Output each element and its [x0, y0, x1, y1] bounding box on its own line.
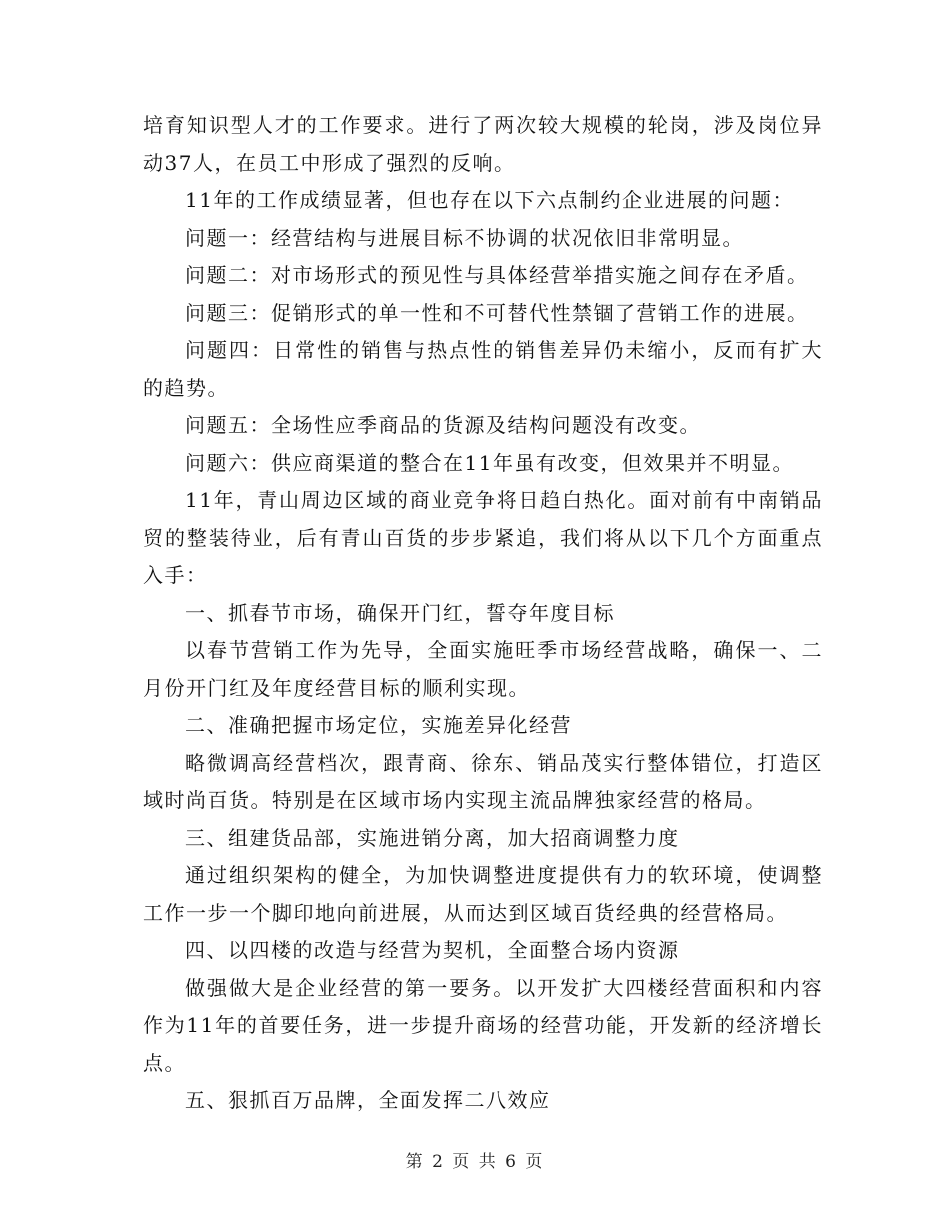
section-heading-4: 四、以四楼的改造与经营为契机，全面整合场内资源 — [185, 938, 680, 962]
document-body — [143, 107, 823, 1120]
section-body-4: 做强做大是企业经营的第一要务。以开发扩大四楼经营面积和内容作为11年的首要任务，进一步提升商场的经营功能，开发新的经济增长点。 — [143, 975, 823, 1075]
paragraph-summary: 11年的工作成绩显著，但也存在以下六点制约企业进展的问题： — [185, 188, 794, 212]
paragraph-problem-2: 问题二：对市场形式的预见性与具体经营举措实施之间存在矛盾。 — [185, 263, 809, 287]
paragraph-competition: 11年，青山周边区域的商业竞争将日趋白热化。面对前有中南销品贸的整装待业，后有青山百货的步步紧追，我们将从以下几个方面重点入手： — [143, 488, 823, 587]
section-body-1: 以春节营销工作为先导，全面实施旺季市场经营战略，确保一、二月份开门红及年度经营目标的顺利实现。 — [143, 638, 823, 700]
paragraph-continuation: 培育知识型人才的工作要求。进行了两次较大规模的轮岗，涉及岗位异动37人，在员工中形成了强烈的反响。 — [143, 113, 823, 175]
section-heading-1: 一、抓春节市场，确保开门红，誓夺年度目标 — [185, 600, 615, 625]
page-number-footer: 第 2 页 共 6 页 — [405, 1152, 545, 1172]
section-body-3: 通过组织架构的健全，为加快调整进度提供有力的软环境，使调整工作一步一个脚印地向前进展，从而达到区域百货经典的经营格局。 — [143, 863, 823, 925]
paragraph-problem-5: 问题五：全场性应季商品的货源及结构问题没有改变。 — [185, 413, 701, 437]
paragraph-problem-6: 问题六：供应商渠道的整合在11年虽有改变，但效果并不明显。 — [185, 450, 794, 475]
section-heading-3: 三、组建货品部，实施进销分离，加大招商调整力度 — [185, 825, 680, 850]
paragraph-problem-1: 问题一：经营结构与进展目标不协调的状况依旧非常明显。 — [185, 225, 744, 250]
paragraph-problem-3: 问题三：促销形式的单一性和不可替代性禁锢了营销工作的进展。 — [185, 300, 809, 325]
section-heading-2: 二、准确把握市场定位，实施差异化经营 — [185, 713, 572, 737]
section-body-2: 略微调高经营档次，跟青商、徐东、销品茂实行整体错位，打造区域时尚百货。特别是在区域市场内实现主流品牌独家经营的格局。 — [143, 750, 823, 812]
section-heading-5: 五、狠抓百万品牌，全面发挥二八效应 — [185, 1088, 551, 1112]
paragraph-problem-4: 问题四：日常性的销售与热点性的销售差异仍未缩小，反而有扩大的趋势。 — [143, 338, 823, 400]
